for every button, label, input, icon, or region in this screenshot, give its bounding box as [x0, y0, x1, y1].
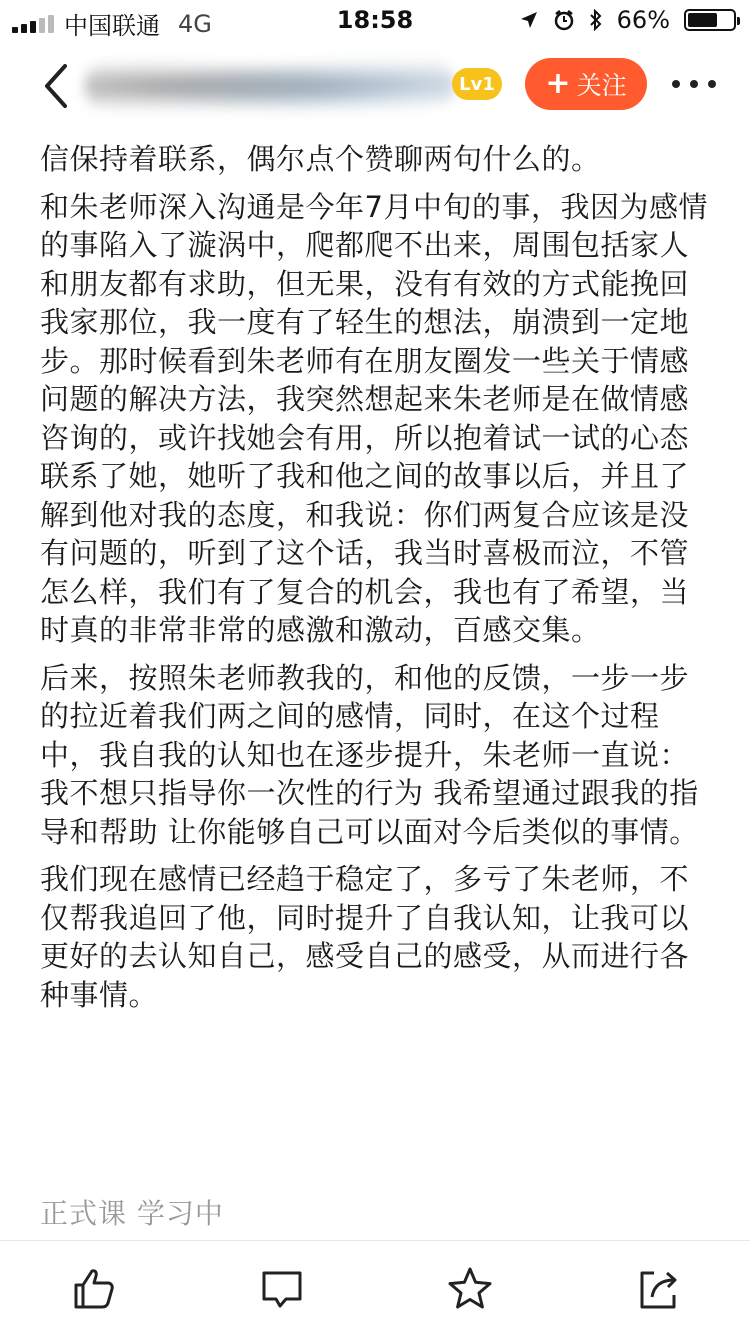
post-paragraph: 我们现在感情已经趋于稳定了，多亏了朱老师，不仅帮我追回了他，同时提升了自我认知，让我可以更好的去认知自己，感受自己的感受，从而进行各种事情。 — [40, 862, 690, 1012]
favorite-button[interactable] — [440, 1259, 500, 1319]
post-paragraph: 信保持着联系，偶尔点个赞聊两句什么的。 — [40, 142, 601, 176]
alarm-icon — [553, 9, 575, 31]
more-dot-icon — [690, 80, 698, 88]
plus-icon: + — [545, 66, 571, 101]
category-tag[interactable]: 正式课 学习中 — [40, 1197, 224, 1230]
post-body — [40, 140, 710, 1023]
like-button[interactable] — [64, 1259, 124, 1319]
battery-icon — [684, 9, 736, 31]
status-time: 18:58 — [336, 6, 414, 34]
battery-percent: 66% — [616, 6, 670, 34]
bottom-toolbar — [0, 1240, 750, 1335]
back-button[interactable] — [36, 58, 76, 114]
post-header — [0, 40, 750, 132]
share-button[interactable] — [628, 1259, 688, 1319]
more-options-button[interactable] — [672, 68, 716, 100]
follow-button[interactable] — [525, 58, 647, 110]
battery-fill — [688, 13, 717, 27]
status-bar — [0, 0, 750, 40]
comment-icon — [258, 1265, 306, 1313]
thumbs-up-icon — [70, 1265, 118, 1313]
level-badge: Lv1 — [452, 68, 502, 100]
chevron-left-icon — [41, 62, 71, 110]
more-dot-icon — [708, 80, 716, 88]
share-icon — [634, 1265, 682, 1313]
star-icon — [446, 1265, 494, 1313]
post-paragraph: 后来，按照朱老师教我的，和他的反馈，一步一步的拉近着我们两之间的感情，同时，在这个过程中，我自我的认知也在逐步提升，朱老师一直说：我不想只指导你一次性的行为 我希望通过跟我的指导和帮助 让你能够自己可以面对今后类似的事情。 — [40, 660, 699, 849]
post-paragraph: 和朱老师深入沟通是今年7月中旬的事，我因为感情的事陷入了漩涡中，爬都爬不出来，周围包括家人和朋友都有求助，但无果，没有有效的方式能挽回我家那位，我一度有了轻生的想法，崩溃到一定地步。那时候看到朱老师有在朋友圈发一些关于情感问题的解决方法，我突然想起来朱老师是在做情感咨询的，或许找她会有用，所以抱着试一试的心态联系了她，她听了我和他之间的故事以后，并且了解到他对我的态度，和我说：你们两复合应该是没有问题的，听到了这个话，我当时喜极而泣，不管怎么样，我们有了复合的机会，我也有了希望，当时真的非常非常的感激和激动，百感交集。 — [40, 189, 708, 647]
follow-label: 关注 — [576, 71, 627, 100]
more-dot-icon — [672, 80, 680, 88]
author-name-blurred[interactable] — [85, 56, 455, 116]
network-type: 4G — [178, 9, 212, 38]
location-arrow-icon — [519, 10, 539, 30]
bluetooth-icon — [589, 9, 603, 31]
comment-button[interactable] — [252, 1259, 312, 1319]
status-right — [519, 6, 736, 34]
carrier-name: 中国联通 — [64, 12, 160, 40]
